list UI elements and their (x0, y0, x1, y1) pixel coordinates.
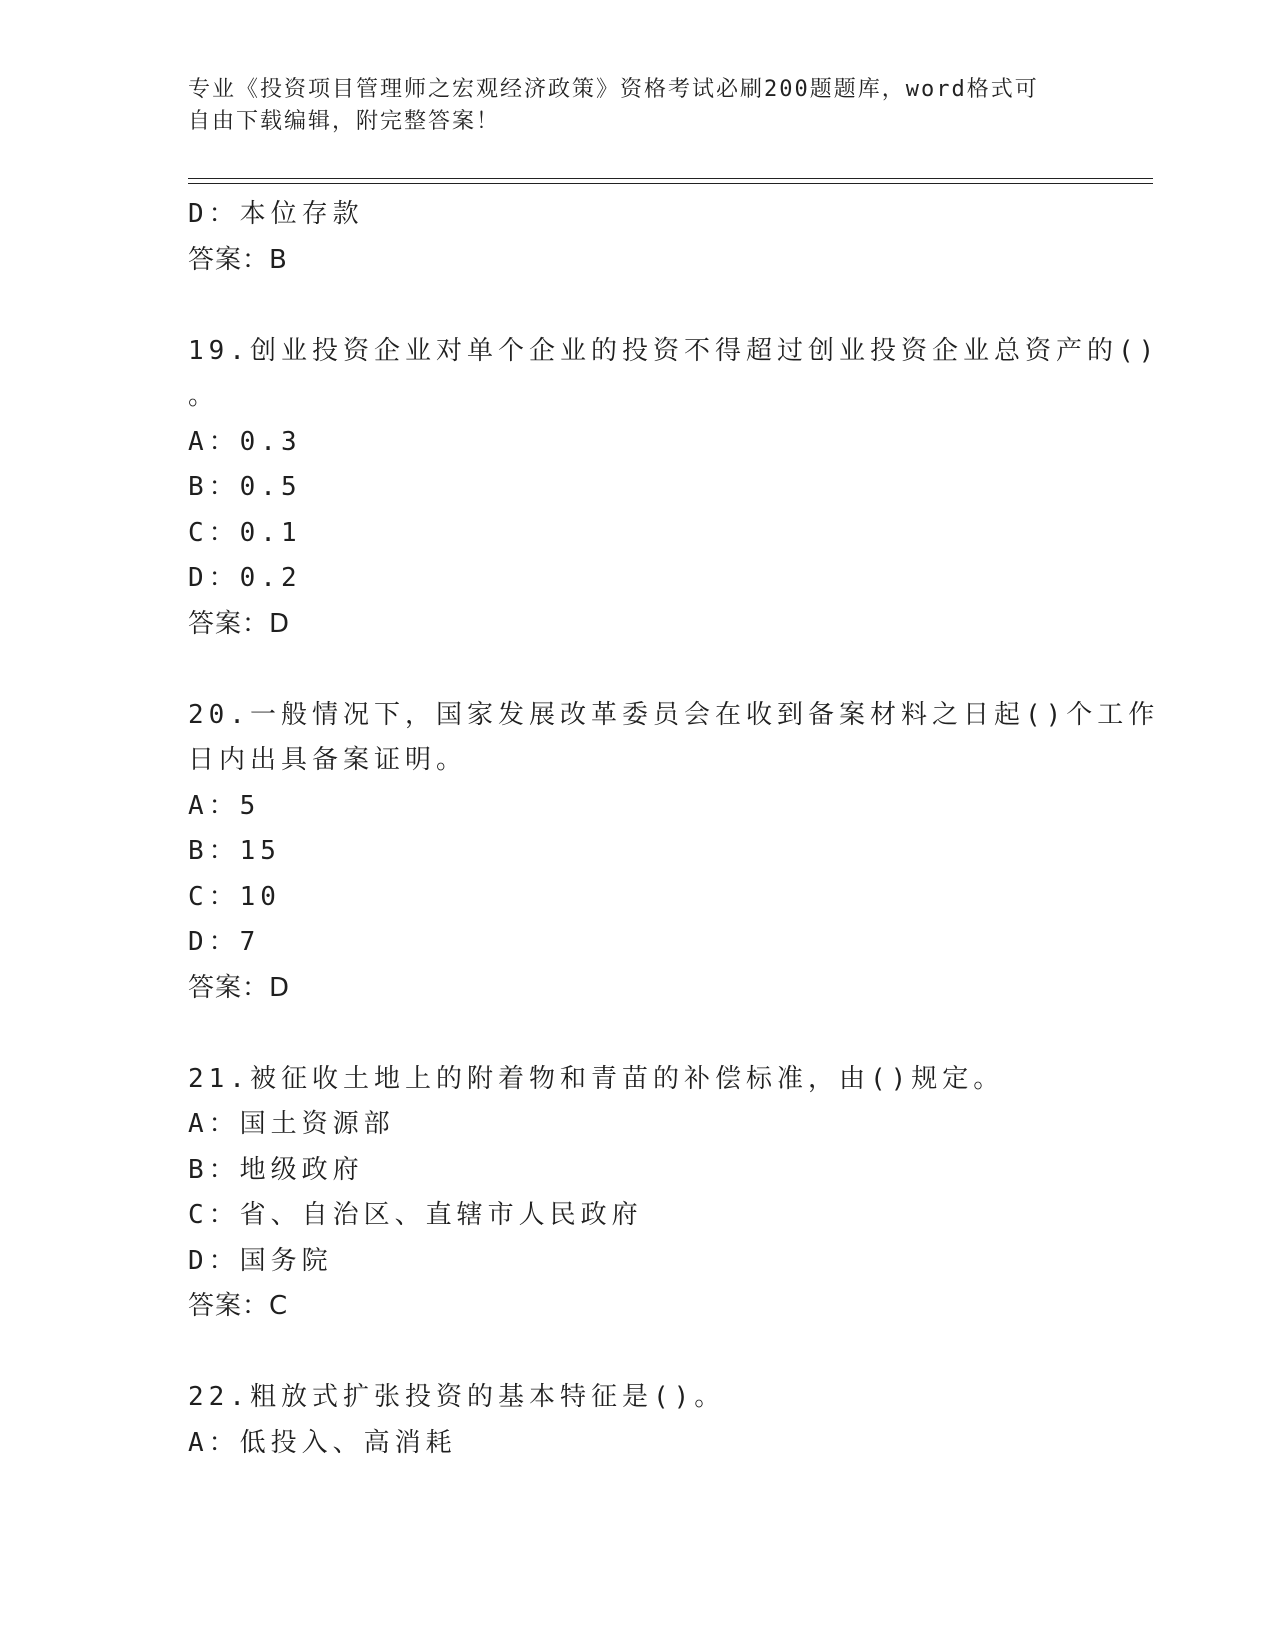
option-c: C：10 (188, 881, 281, 912)
question-22 (188, 1375, 1088, 1466)
spacer (188, 283, 1088, 329)
option-c: C：省、自治区、直辖市人民政府 (188, 1200, 643, 1230)
option-b: B：地级政府 (188, 1154, 364, 1185)
document-header (188, 74, 1088, 138)
question-text: 21.被征收土地上的附着物和青苗的补偿标准，由()规定。 (188, 1063, 1005, 1094)
spacer (188, 1011, 1088, 1057)
option-d: D：国务院 (188, 1245, 333, 1276)
option-a: A：5 (188, 790, 261, 821)
header-divider-bottom (188, 183, 1153, 184)
option-b: B：15 (188, 836, 281, 866)
question-21 (188, 1057, 1088, 1330)
question-text-continued: 日内出具备案证明。 (188, 745, 468, 775)
answer-line: 答案：D (188, 608, 291, 639)
question-text-continued: 。 (188, 381, 220, 411)
option-a: A：国土资源部 (188, 1109, 395, 1139)
header-divider-top (188, 178, 1153, 179)
answer-line: 答案：D (188, 972, 291, 1003)
spacer (188, 647, 1088, 693)
option-d: D：7 (188, 927, 261, 957)
question-19 (188, 329, 1160, 648)
question-text: 22.粗放式扩张投资的基本特征是()。 (188, 1382, 726, 1412)
option-c: C：0.1 (188, 517, 302, 548)
question-text: 19.创业投资企业对单个企业的投资不得超过创业投资企业总资产的() (188, 335, 1160, 366)
header-line-2: 自由下载编辑，附完整答案！ (188, 109, 501, 134)
question-list (188, 192, 1160, 1466)
option-d: D：0.2 (188, 563, 302, 593)
question-20 (188, 693, 1160, 1012)
option-d: D：本位存款 (188, 199, 364, 229)
answer-line: 答案：C (188, 1291, 289, 1321)
header-line-1: 专业《投资项目管理师之宏观经济政策》资格考试必刷200题题库，word格式可 (188, 77, 1039, 102)
option-b: B：0.5 (188, 472, 302, 502)
option-a: A：低投入、高消耗 (188, 1427, 457, 1458)
spacer (188, 1330, 1088, 1376)
answer-line: 答案：B (188, 244, 288, 275)
question-text: 20.一般情况下，国家发展改革委员会在收到备案材料之日起()个工作 (188, 699, 1160, 730)
option-a: A：0.3 (188, 426, 302, 457)
